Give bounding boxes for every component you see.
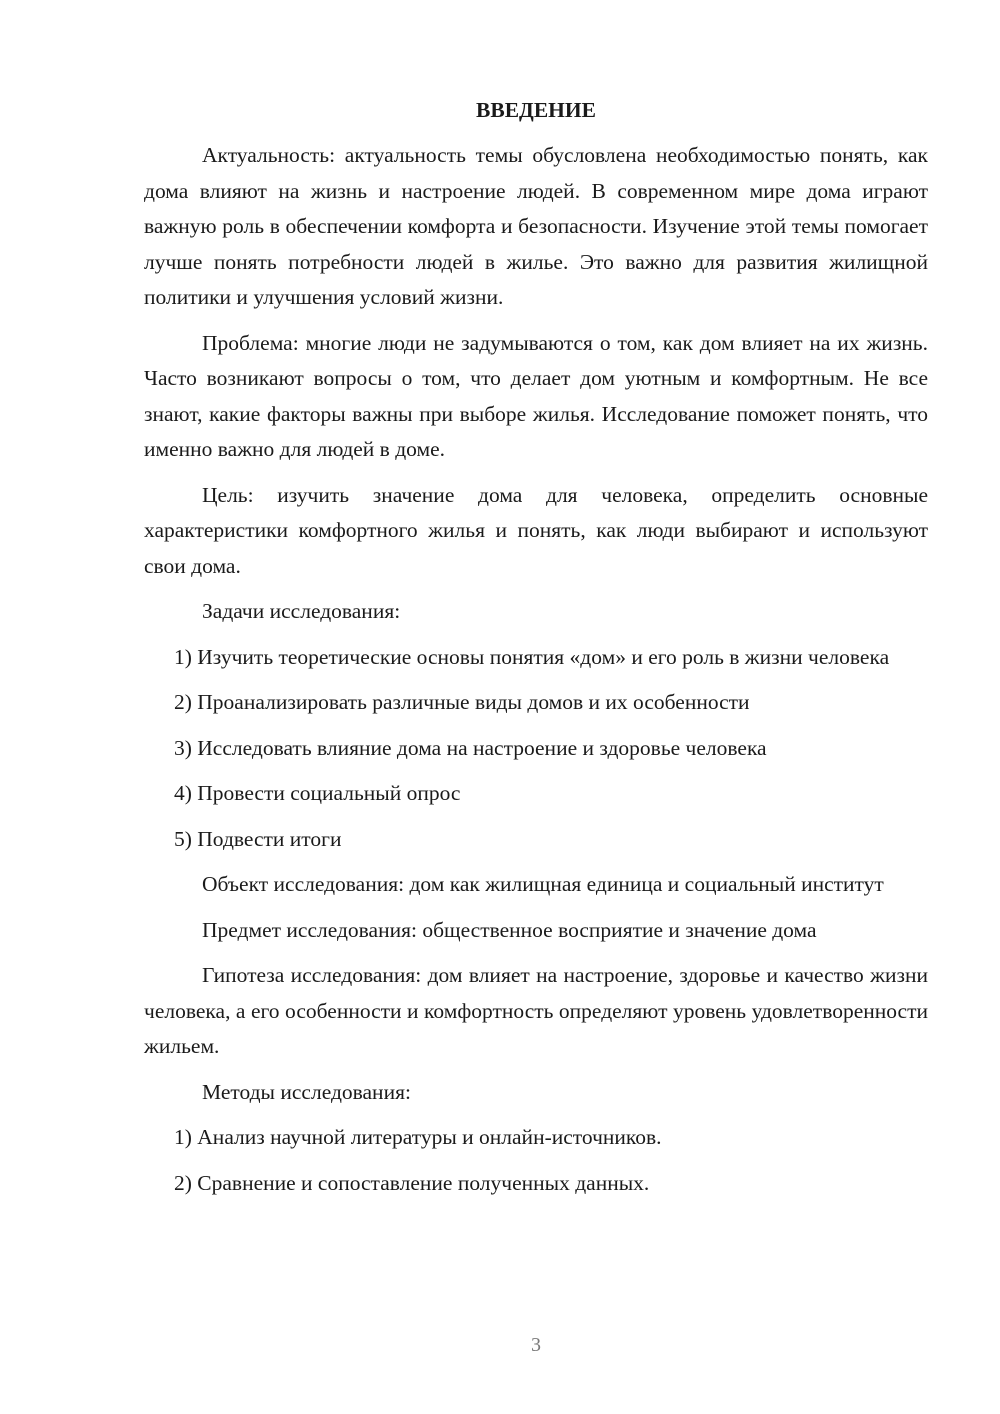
list-item-method-2: 2) Сравнение и сопоставление полученных данных. (174, 1170, 650, 1195)
list-item-task-5: 5) Подвести итоги (174, 826, 342, 851)
paragraph-problem: Проблема: многие люди не задумываются о том, как дом влияет на их жизнь. Часто возникают вопросы о том, что делает дом уютным и комфортным. Не все знают, какие факторы важны при выборе жилья. Исследование поможет понять, что именно важно для людей в доме. (144, 330, 928, 461)
tasks-heading: Задачи исследования: (202, 599, 401, 623)
paragraph-hypothesis: Гипотеза исследования: дом влияет на настроение, здоровье и качество жизни человека, а его особенности и комфортность определяют уровень удовлетворенности жильем. (144, 963, 928, 1058)
list-item-task-1: 1) Изучить теоретические основы понятия «дом» и его роль в жизни человека (174, 644, 890, 669)
paragraph-object: Объект исследования: дом как жилищная единица и социальный институт (202, 872, 884, 896)
list-item-task-2: 2) Проанализировать различные виды домов и их особенности (174, 690, 750, 714)
page-number: 3 (531, 1334, 541, 1356)
methods-heading: Методы исследования: (202, 1079, 411, 1104)
document-body (144, 96, 928, 1211)
list-item-task-3: 3) Исследовать влияние дома на настроение и здоровье человека (174, 735, 767, 760)
section-title: ВВЕДЕНИЕ (476, 98, 596, 122)
list-item-task-4: 4) Провести социальный опрос (174, 781, 461, 805)
paragraph-goal: Цель: изучить значение дома для человека, определить основные характеристики комфортного жилья и понять, как люди выбирают и используют свои дома. (144, 482, 928, 578)
list-item-method-1: 1) Анализ научной литературы и онлайн-источников. (174, 1125, 662, 1149)
paragraph-relevance: Актуальность: актуальность темы обусловлена необходимостью понять, как дома влияют на жизнь и настроение людей. В современном мире дома играют важную роль в обеспечении комфорта и безопасности. Изучение этой темы помогает лучше понять потребности людей в жилье. Это важно для развития жилищной политики и улучшения условий жизни. (144, 143, 928, 309)
paragraph-subject: Предмет исследования: общественное восприятие и значение дома (202, 917, 817, 942)
